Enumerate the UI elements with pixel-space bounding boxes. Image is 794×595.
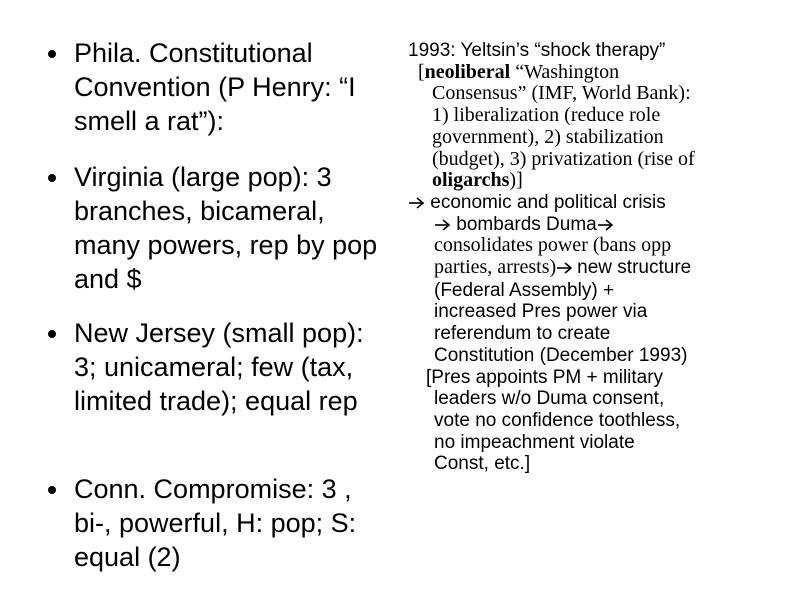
notes-text: bombards Duma — [456, 213, 597, 235]
notes-line: Const, etc.] — [434, 453, 531, 475]
bullet-icon — [48, 486, 56, 494]
arrow-right-icon — [556, 262, 573, 274]
notes-line — [398, 170, 788, 192]
list-item — [48, 160, 393, 296]
bracket-open: [ — [418, 60, 425, 83]
notes-text: new structure — [577, 257, 692, 279]
notes-line: (Federal Assembly) + — [434, 279, 615, 301]
bullet-icon — [48, 330, 56, 338]
list-item-text: Conn. Compromise: 3 , bi-, powerful, H: pop; S: equal (2) — [74, 474, 357, 572]
notes-line: government), 2) stabilization — [432, 125, 664, 148]
notes-line: no impeachment violate — [434, 431, 635, 453]
list-item-text: Phila. Constitutional Convention (P Henry: “I smell a rat”): — [74, 38, 356, 136]
notes-line — [398, 214, 788, 236]
notes-line: consolidates power (bans opp — [434, 234, 672, 257]
bold-term: oligarchs — [432, 169, 510, 192]
notes-text: “Washington — [510, 60, 620, 83]
list-item — [48, 36, 393, 138]
list-item — [48, 472, 393, 574]
notes-line: 1) liberalization (reduce role — [432, 104, 661, 127]
arrow-right-icon — [597, 219, 614, 231]
notes-line: increased Pres power via — [434, 301, 648, 323]
arrow-right-icon — [408, 197, 425, 209]
notes-line: Consensus” (IMF, World Bank): — [432, 82, 691, 105]
bullet-icon — [48, 50, 56, 58]
list-item — [48, 316, 393, 452]
notes-line — [398, 257, 788, 280]
notes-line — [398, 192, 788, 214]
bold-term: neoliberal — [424, 60, 511, 83]
list-item-text: New Jersey (small pop): 3; unicameral; few (tax, limited trade); equal rep — [74, 318, 364, 416]
bullet-list — [48, 36, 393, 574]
list-item-text: Virginia (large pop): 3 branches, bicameral, many powers, rep by pop and $ — [74, 162, 378, 294]
bullet-icon — [48, 174, 56, 182]
notes-text: parties, arrests) — [434, 256, 557, 279]
notes-panel — [398, 40, 788, 475]
arrow-right-icon — [434, 219, 451, 231]
notes-line — [398, 62, 788, 84]
notes-line: referendum to create — [434, 323, 611, 345]
notes-line: [Pres appoints PM + military — [426, 366, 664, 388]
notes-line: (budget), 3) privatization (rise of — [432, 147, 695, 170]
notes-line: vote no confidence toothless, — [434, 409, 681, 431]
notes-text: economic and political crisis — [430, 191, 666, 213]
notes-heading: 1993: Yeltsin’s “shock therapy” — [408, 40, 666, 61]
notes-text: )] — [509, 169, 523, 192]
notes-line: Constitution (December 1993) — [434, 344, 688, 366]
notes-line: leaders w/o Duma consent, — [434, 388, 665, 410]
